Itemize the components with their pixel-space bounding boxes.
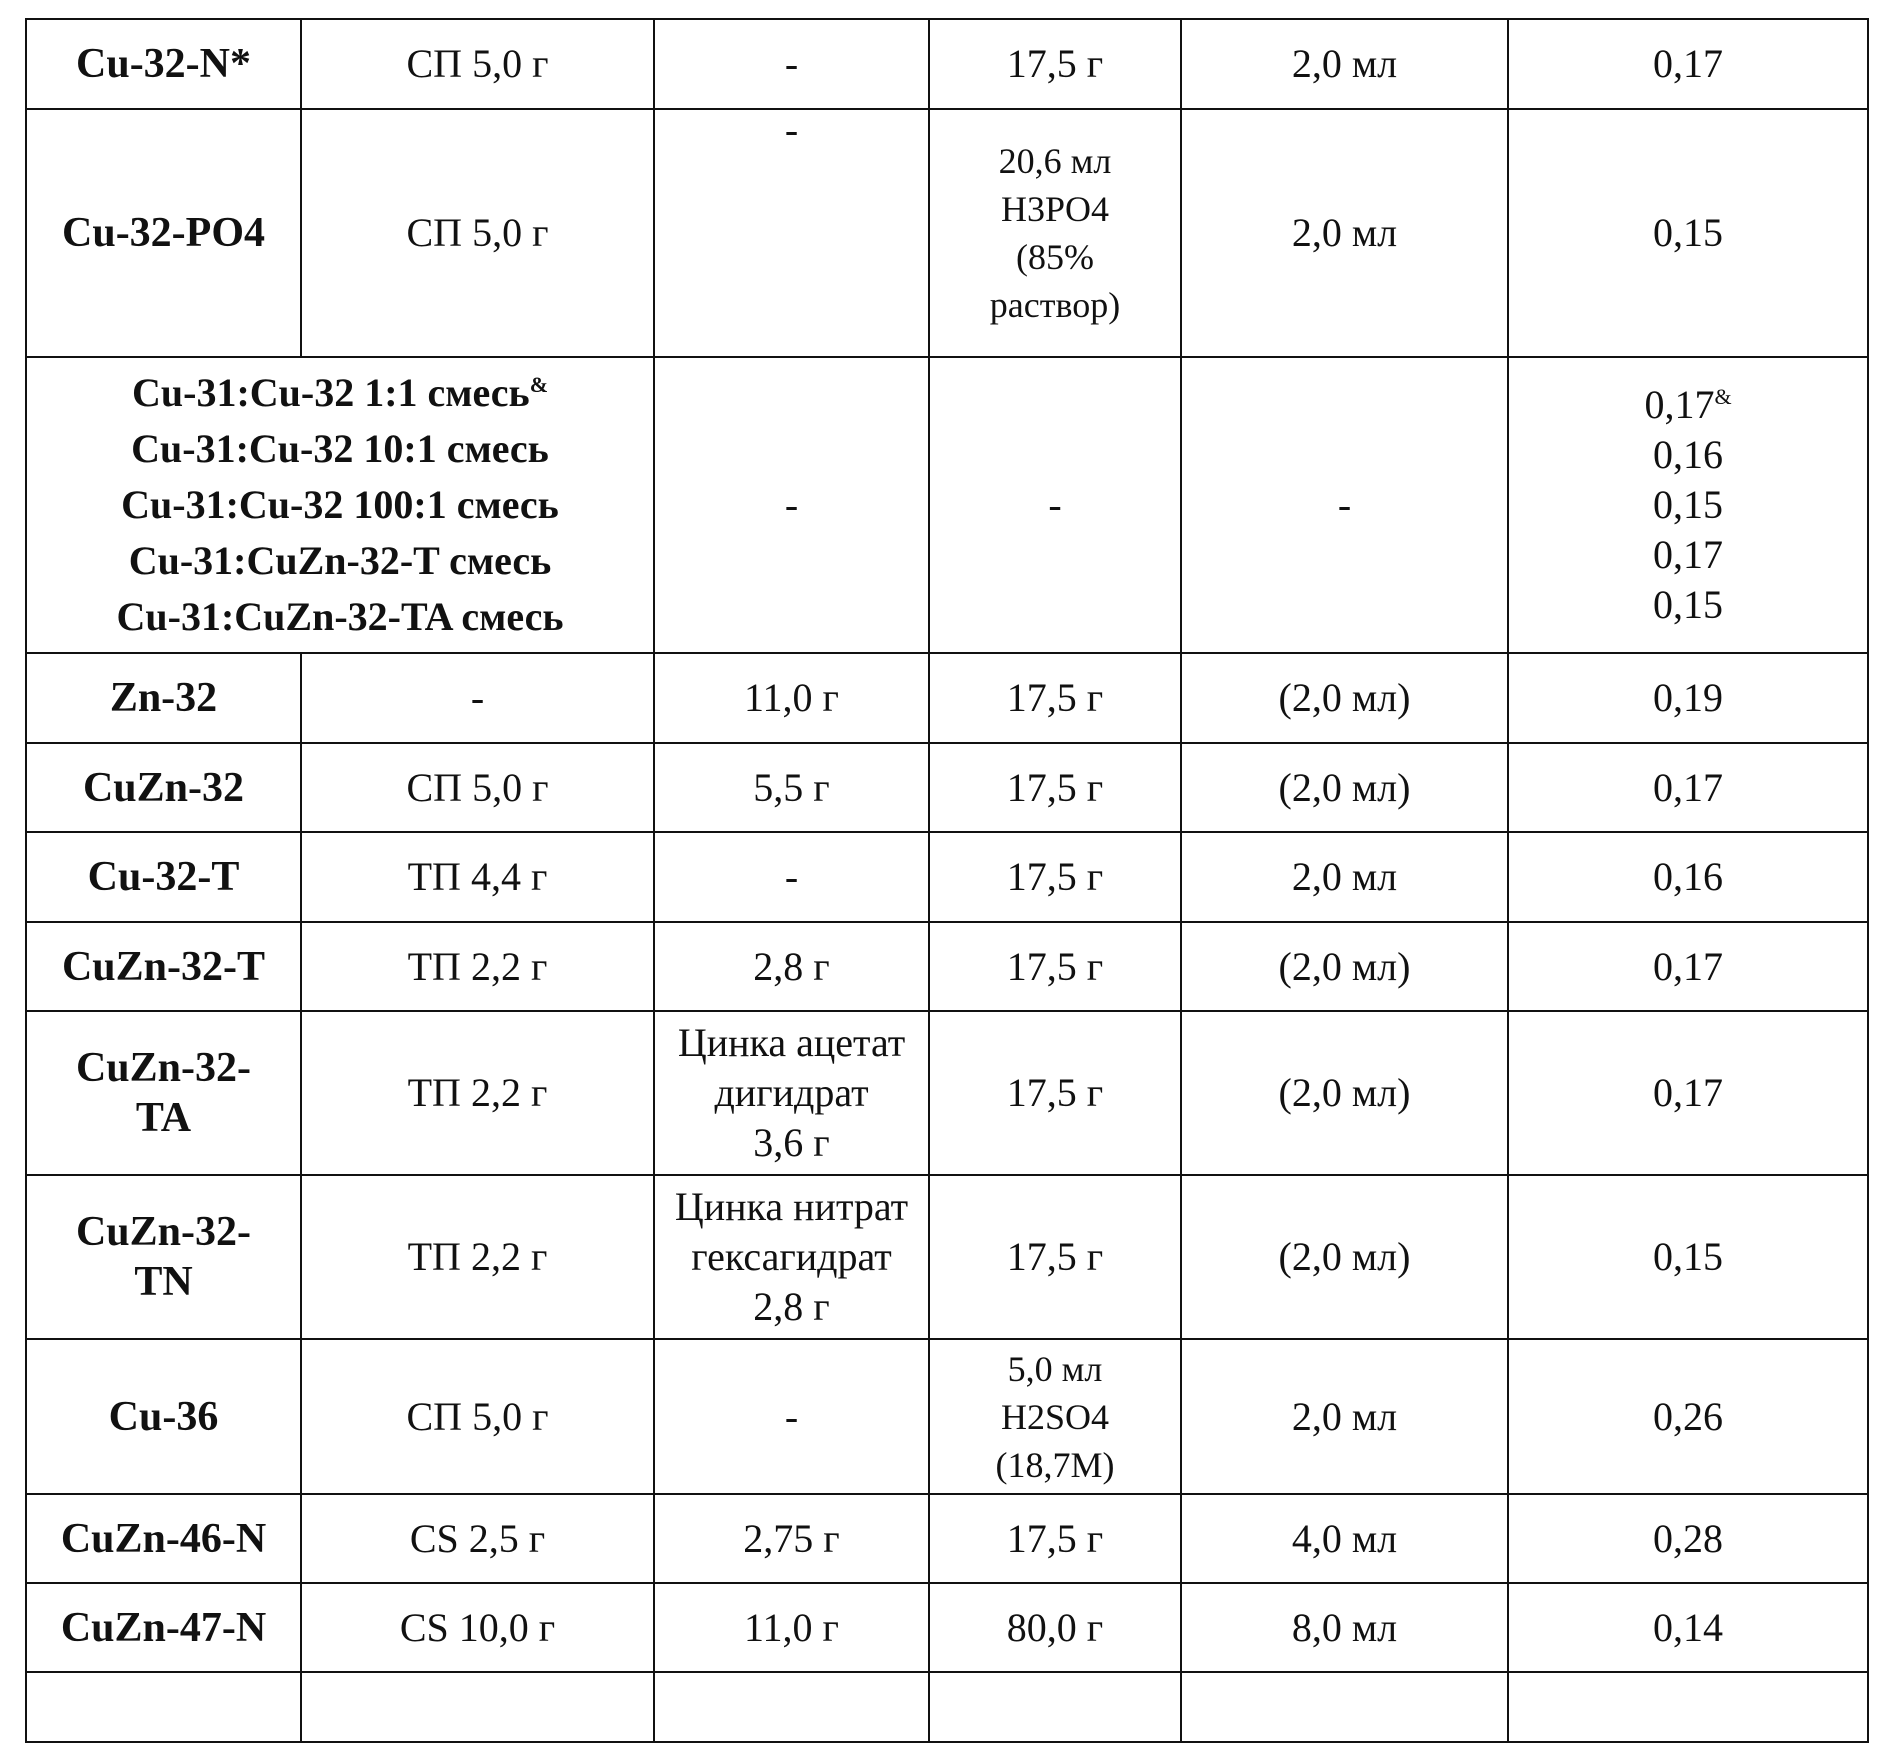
name-line: CuZn-32- xyxy=(75,1209,252,1255)
cell-volume: 2,0 мл xyxy=(1181,832,1508,922)
mixture-value: 0,15 xyxy=(1653,582,1723,627)
cell-precursor: CS 2,5 г xyxy=(301,1494,654,1583)
table-row-mixtures xyxy=(26,357,1868,653)
mixture-value: 0,17 xyxy=(1653,532,1723,577)
cell-volume: 2,0 мл xyxy=(1181,109,1508,357)
cell-value: 0,26 xyxy=(1508,1339,1868,1494)
footnote-mark: & xyxy=(529,372,549,397)
table-row xyxy=(26,1494,1868,1583)
cell-precursor: CS 10,0 г xyxy=(301,1583,654,1672)
sample-name: CuZn-32-T xyxy=(26,922,301,1011)
cell-acid xyxy=(929,109,1181,357)
empty-cell xyxy=(1508,1672,1868,1742)
mixture-name: Cu-31:CuZn-32-TA смесь xyxy=(116,594,564,639)
cell-line: гексагидрат xyxy=(691,1234,892,1279)
cell-line: H2SO4 xyxy=(1000,1396,1110,1437)
cell-zinc: 2,75 г xyxy=(654,1494,929,1583)
mixture-value: 0,17& xyxy=(1644,382,1732,427)
sample-name xyxy=(26,1175,301,1339)
cell-value: 0,14 xyxy=(1508,1583,1868,1672)
table-row-empty xyxy=(26,1672,1868,1742)
cell-line: 5,0 мл xyxy=(1007,1348,1103,1389)
sample-name: CuZn-32 xyxy=(26,743,301,832)
cell-zinc: - xyxy=(654,109,929,357)
mixture-value: 0,16 xyxy=(1653,432,1723,477)
mixture-name: Cu-31:Cu-32 100:1 смесь xyxy=(121,482,559,527)
cell-volume: (2,0 мл) xyxy=(1181,1011,1508,1175)
cell-line: раствор) xyxy=(989,285,1121,325)
sample-name: CuZn-47-N xyxy=(26,1583,301,1672)
mixture-name: Cu-31:Cu-32 10:1 смесь xyxy=(131,426,549,471)
cell-precursor: СП 5,0 г xyxy=(301,743,654,832)
cell-volume: (2,0 мл) xyxy=(1181,653,1508,743)
cell-acid: 17,5 г xyxy=(929,832,1181,922)
cell-zinc xyxy=(654,1011,929,1175)
cell-precursor: - xyxy=(301,653,654,743)
table-row xyxy=(26,743,1868,832)
mixture-values xyxy=(1508,357,1868,653)
cell-acid xyxy=(929,1339,1181,1494)
cell-line: 2,8 г xyxy=(753,1284,830,1329)
cell-precursor: ТП 2,2 г xyxy=(301,1175,654,1339)
data-table xyxy=(25,18,1869,1743)
sample-name: Cu-32-T xyxy=(26,832,301,922)
mixture-names xyxy=(26,357,654,653)
cell-value: 0,28 xyxy=(1508,1494,1868,1583)
cell-value: 0,17 xyxy=(1508,922,1868,1011)
cell-value: 0,17 xyxy=(1508,743,1868,832)
empty-cell xyxy=(929,1672,1181,1742)
table-row xyxy=(26,19,1868,109)
cell-value: 0,15 xyxy=(1508,1175,1868,1339)
cell-zinc: - xyxy=(654,357,929,653)
cell-volume: (2,0 мл) xyxy=(1181,922,1508,1011)
cell-value: 0,17 xyxy=(1508,19,1868,109)
cell-value: 0,16 xyxy=(1508,832,1868,922)
cell-precursor: СП 5,0 г xyxy=(301,109,654,357)
cell-acid: - xyxy=(929,357,1181,653)
cell-zinc: 5,5 г xyxy=(654,743,929,832)
cell-acid: 80,0 г xyxy=(929,1583,1181,1672)
cell-volume: 2,0 мл xyxy=(1181,19,1508,109)
cell-acid: 17,5 г xyxy=(929,1011,1181,1175)
cell-line: дигидрат xyxy=(714,1070,869,1115)
cell-acid: 17,5 г xyxy=(929,922,1181,1011)
sample-name xyxy=(26,1011,301,1175)
mixture-name: Cu-31:Cu-32 1:1 смесь& xyxy=(131,370,549,415)
cell-value: 0,15 xyxy=(1508,109,1868,357)
cell-line: 3,6 г xyxy=(753,1120,830,1165)
table-row xyxy=(26,832,1868,922)
cell-precursor: СП 5,0 г xyxy=(301,1339,654,1494)
cell-volume: (2,0 мл) xyxy=(1181,743,1508,832)
cell-acid: 17,5 г xyxy=(929,653,1181,743)
cell-precursor: СП 5,0 г xyxy=(301,19,654,109)
name-line: TA xyxy=(135,1095,192,1141)
cell-zinc: 11,0 г xyxy=(654,653,929,743)
cell-line: 20,6 мл xyxy=(998,141,1112,181)
cell-line: H3PO4 xyxy=(1000,189,1110,229)
cell-line: Цинка ацетат xyxy=(677,1020,906,1065)
cell-acid: 17,5 г xyxy=(929,19,1181,109)
empty-cell xyxy=(26,1672,301,1742)
cell-acid: 17,5 г xyxy=(929,1175,1181,1339)
empty-cell xyxy=(1181,1672,1508,1742)
cell-volume: (2,0 мл) xyxy=(1181,1175,1508,1339)
cell-zinc: 11,0 г xyxy=(654,1583,929,1672)
table-row xyxy=(26,1583,1868,1672)
table-row xyxy=(26,922,1868,1011)
cell-zinc: 2,8 г xyxy=(654,922,929,1011)
name-line: TN xyxy=(134,1259,193,1305)
table-row xyxy=(26,109,1868,357)
cell-zinc: - xyxy=(654,19,929,109)
sample-name: Cu-36 xyxy=(26,1339,301,1494)
cell-zinc: - xyxy=(654,832,929,922)
cell-value: 0,17 xyxy=(1508,1011,1868,1175)
cell-volume: 4,0 мл xyxy=(1181,1494,1508,1583)
cell-zinc xyxy=(654,1175,929,1339)
cell-precursor: ТП 2,2 г xyxy=(301,1011,654,1175)
sample-name: Zn-32 xyxy=(26,653,301,743)
table-row xyxy=(26,1011,1868,1175)
cell-line: Цинка нитрат xyxy=(674,1184,909,1229)
cell-value: 0,19 xyxy=(1508,653,1868,743)
mixture-name: Cu-31:CuZn-32-T смесь xyxy=(128,538,552,583)
cell-volume: 2,0 мл xyxy=(1181,1339,1508,1494)
footnote-mark: & xyxy=(1714,384,1732,409)
cell-line: (85% xyxy=(1016,237,1094,277)
table-row xyxy=(26,653,1868,743)
mixture-value: 0,15 xyxy=(1653,482,1723,527)
sample-name: Cu-32-PO4 xyxy=(26,109,301,357)
cell-precursor: ТП 4,4 г xyxy=(301,832,654,922)
cell-zinc: - xyxy=(654,1339,929,1494)
table-row xyxy=(26,1175,1868,1339)
cell-volume: 8,0 мл xyxy=(1181,1583,1508,1672)
sample-name: CuZn-46-N xyxy=(26,1494,301,1583)
sample-name: Cu-32-N* xyxy=(26,19,301,109)
empty-cell xyxy=(301,1672,654,1742)
name-line: CuZn-32- xyxy=(75,1045,252,1091)
cell-volume: - xyxy=(1181,357,1508,653)
cell-line: (18,7M) xyxy=(995,1444,1115,1485)
table-row xyxy=(26,1339,1868,1494)
cell-acid: 17,5 г xyxy=(929,1494,1181,1583)
cell-precursor: ТП 2,2 г xyxy=(301,922,654,1011)
empty-cell xyxy=(654,1672,929,1742)
cell-acid: 17,5 г xyxy=(929,743,1181,832)
